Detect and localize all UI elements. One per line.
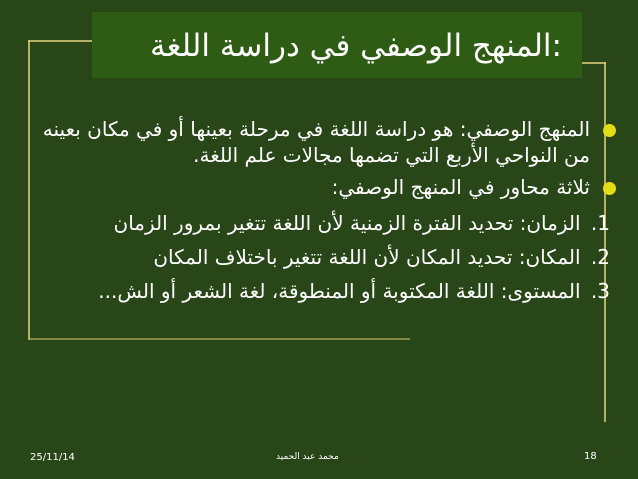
item-number: 3. [590,279,610,303]
bullet-text: المنهج الوصفي: هو دراسة اللغة في مرحلة بعينها أو في مكان بعينه من النواحي الأربع التي تضمها مجالات علم اللغة. [42,117,590,167]
slide-title: :المنهج الوصفي في دراسة اللغة [150,28,562,64]
bullet-item [24,174,616,200]
numbered-item [24,244,616,270]
item-number: 2. [590,245,610,269]
numbered-item [24,278,616,304]
numbered-list [24,210,616,304]
bullet-dot-icon [603,124,616,137]
bullet-dot-icon [603,182,616,195]
frame-line-right-top [582,62,606,64]
item-text: الزمان: تحديد الفترة الزمنية لأن اللغة تتغير بمرور الزمان [113,211,581,235]
item-text: المستوى: اللغة المكتوبة أو المنطوقة، لغة الشعر أو الش... [98,279,581,303]
page-number: 18 [584,451,597,462]
bullet-text: ثلاثة محاور في المنهج الوصفي: [331,175,590,199]
footer-author: محمد عبد الحميد [276,452,339,462]
frame-line-bottom [30,338,410,340]
footer-date: 25/11/14 [30,452,75,463]
slide-content [24,116,616,312]
item-number: 1. [590,211,610,235]
numbered-item [24,210,616,236]
bullet-item [24,116,616,168]
frame-line-top [28,40,94,42]
item-text: المكان: تحديد المكان لأن اللغة تتغير باختلاف المكان [153,245,581,269]
